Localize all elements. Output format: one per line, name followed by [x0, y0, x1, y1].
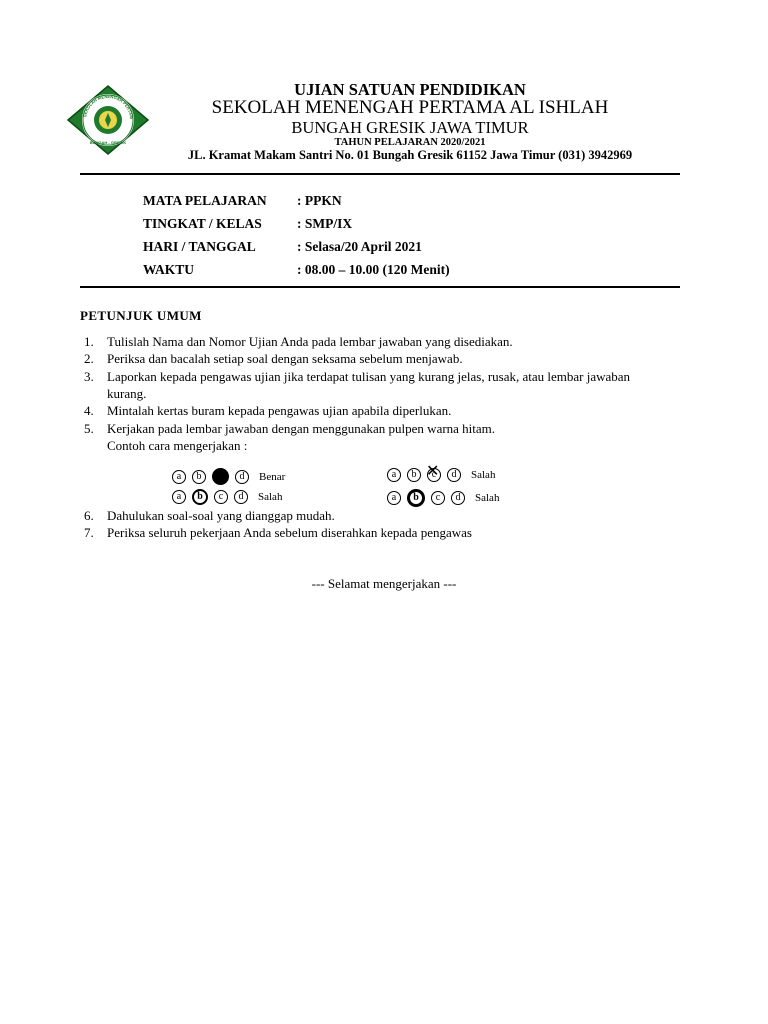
school-logo — [64, 84, 152, 156]
item-number: 7. — [84, 525, 94, 540]
item-number: 4. — [84, 403, 94, 418]
info-row-date — [143, 235, 450, 258]
info-value: : 08.00 – 10.00 (120 Menit) — [297, 262, 450, 277]
item-number: 3. — [84, 369, 94, 384]
info-key: TINGKAT / KELAS — [143, 216, 262, 231]
exam-title: UJIAN SATUAN PENDIDIKAN — [294, 80, 526, 99]
item-text: Tulislah Nama dan Nomor Ujian Anda pada lembar jawaban yang disediakan. — [107, 334, 513, 349]
answer-bubble-filled — [212, 468, 229, 485]
school-name: SEKOLAH MENENGAH PERTAMA AL ISHLAH — [211, 97, 609, 118]
closing-message: --- Selamat mengerjakan --- — [311, 576, 457, 591]
answer-bubble: a — [172, 490, 186, 504]
school-location: BUNGAH GRESIK JAWA TIMUR — [291, 118, 529, 137]
answer-bubble: d — [451, 491, 465, 505]
info-key: MATA PELAJARAN — [143, 193, 267, 208]
header-divider — [80, 173, 680, 175]
info-key: WAKTU — [143, 262, 195, 277]
item-text: Periksa dan bacalah setiap soal dengan seksama sebelum menjawab. — [107, 351, 463, 366]
academic-year: TAHUN PELAJARAN 2020/2021 — [334, 137, 486, 148]
answer-example-crossed — [387, 468, 495, 482]
answer-bubble-crossed: c ✕ — [427, 468, 441, 482]
item-text: Periksa seluruh pekerjaan Anda sebelum diserahkan kepada pengawas — [107, 525, 472, 540]
answer-bubble: d — [235, 470, 249, 484]
item-text: Mintalah kertas buram kepada pengawas ujian apabila diperlukan. — [107, 403, 452, 418]
example-label: Salah — [475, 492, 500, 504]
exam-info — [143, 189, 450, 281]
section-title: PETUNJUK UMUM — [80, 308, 202, 323]
answer-example-correct — [172, 468, 285, 485]
info-key: HARI / TANGGAL — [143, 239, 256, 254]
item-number: 2. — [84, 351, 94, 366]
answer-example-circled — [172, 489, 282, 505]
answer-bubble: b — [407, 468, 421, 482]
answer-bubble: c — [214, 490, 228, 504]
answer-bubble-thick: b — [407, 489, 425, 507]
answer-example-thick — [387, 489, 499, 507]
item-text: Contoh cara mengerjakan : — [107, 438, 248, 453]
info-divider — [80, 286, 680, 288]
info-row-class — [143, 212, 450, 235]
info-value: : PPKN — [297, 193, 342, 208]
item-text: Laporkan kepada pengawas ujian jika terdapat tulisan yang kurang jelas, rusak, atau lembar jawaban kurang. — [107, 369, 631, 401]
answer-bubble: a — [387, 491, 401, 505]
answer-bubble: b — [192, 470, 206, 484]
logo-text: SEKOLAH MENENGAH PERTAM — [82, 93, 135, 120]
answer-bubble: d — [447, 468, 461, 482]
school-address: JL. Kramat Makam Santri No. 01 Bungah Gresik 61152 Jawa Timur (031) 3942969 — [187, 148, 633, 162]
item-number: 1. — [84, 334, 94, 349]
answer-bubble: d — [234, 490, 248, 504]
answer-bubble: c — [431, 491, 445, 505]
item-number: 6. — [84, 508, 94, 523]
example-label: Benar — [259, 470, 286, 483]
answer-bubble: a — [387, 468, 401, 482]
item-number: 5. — [84, 421, 94, 436]
info-row-time — [143, 258, 450, 281]
item-text: Dahulukan soal-soal yang dianggap mudah. — [107, 508, 335, 523]
info-value: : SMP/IX — [297, 216, 353, 231]
info-row-subject — [143, 189, 450, 212]
info-value: : Selasa/20 April 2021 — [297, 239, 422, 254]
example-label: Salah — [471, 469, 496, 481]
item-text: Kerjakan pada lembar jawaban dengan menggunakan pulpen warna hitam. — [107, 421, 496, 436]
answer-bubble-bold: b — [192, 489, 208, 505]
example-label: Salah — [258, 491, 283, 503]
answer-bubble: a — [172, 470, 186, 484]
logo-bottom-text: BUNGAH - GRESIK — [89, 140, 127, 145]
